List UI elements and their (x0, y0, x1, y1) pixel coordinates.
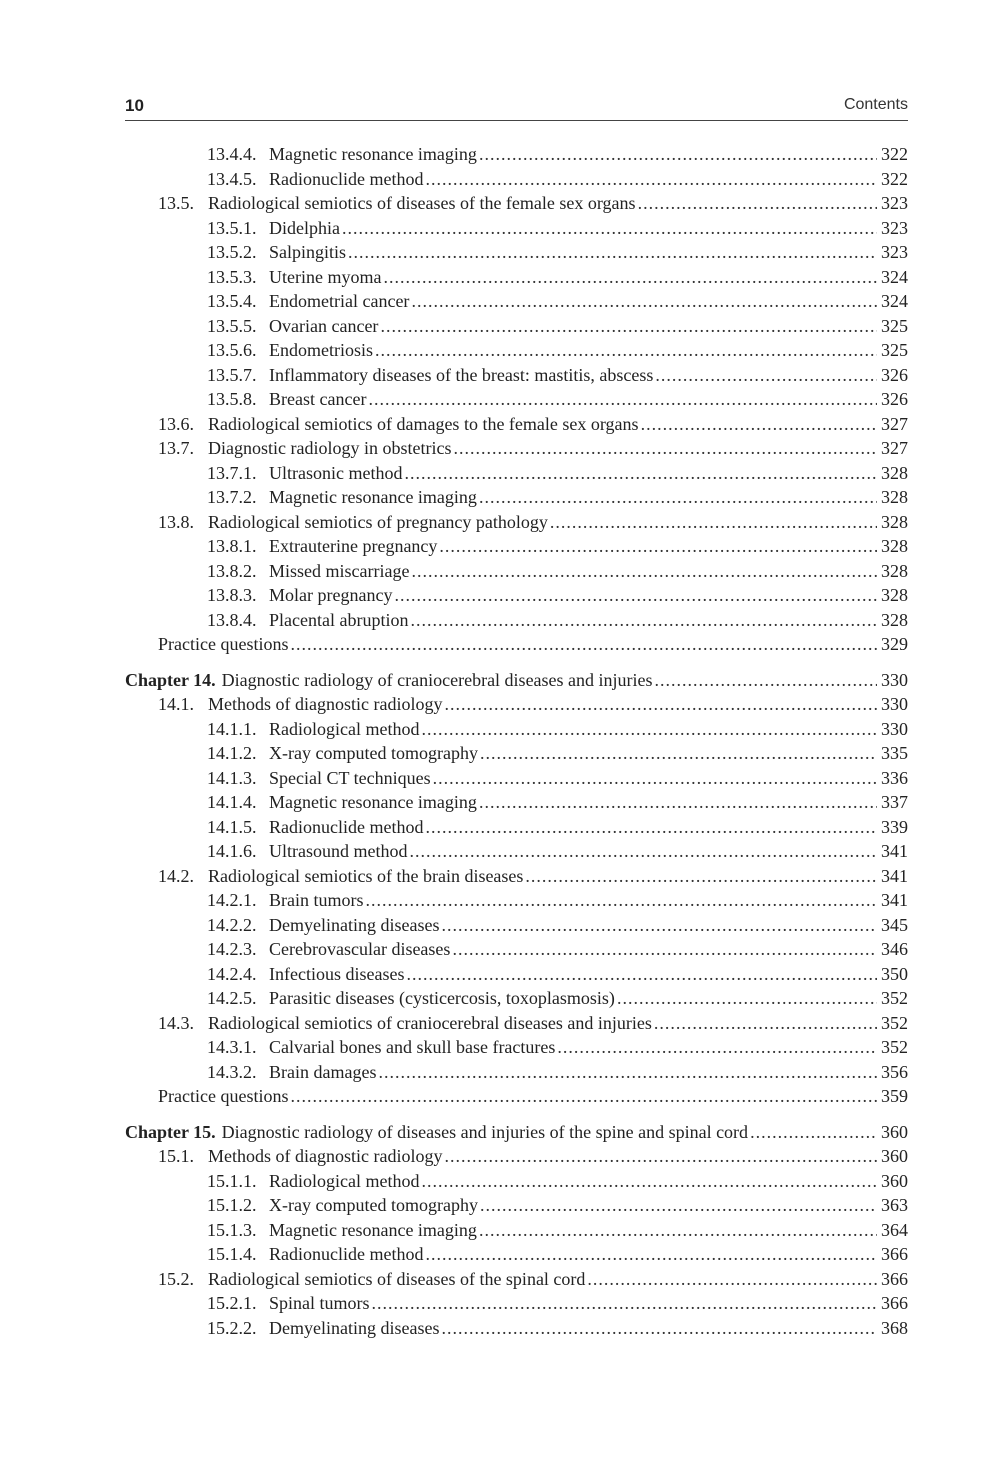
dot-leader (557, 1035, 877, 1060)
dot-leader (479, 485, 877, 510)
dot-leader (425, 1242, 877, 1267)
toc-entry-page: 341 (881, 865, 908, 886)
toc-entry-number: 13.8.3. (207, 585, 257, 605)
toc-entry[interactable] (125, 913, 908, 938)
toc-entry-number: 14.2. (158, 865, 194, 886)
toc-entry-page: 341 (881, 890, 908, 910)
toc-entry[interactable] (125, 1316, 908, 1341)
toc-entry[interactable] (125, 937, 908, 962)
dot-leader (525, 864, 877, 889)
toc-entry-page: 324 (881, 266, 908, 287)
toc-entry[interactable] (125, 741, 908, 766)
toc-entry-page: 360 (881, 1146, 908, 1166)
toc-entry[interactable] (125, 265, 908, 290)
toc-entry-title: Diagnostic radiology in obstetrics (208, 438, 452, 458)
toc-entry[interactable] (125, 839, 908, 864)
toc-entry-number: 13.8. (158, 511, 194, 532)
toc-entry-title: Diagnostic radiology of diseases and injuries of the spine and spinal cord (221, 1121, 749, 1142)
toc-entry-number: 14.1.5. (207, 816, 257, 837)
dot-leader (421, 717, 877, 742)
dot-leader (368, 387, 877, 412)
toc-entry-number: 13.5.3. (207, 266, 257, 287)
toc-entry-title: Molar pregnancy (269, 585, 393, 605)
toc-entry-page: 330 (881, 694, 908, 714)
running-title: Contents (843, 96, 908, 113)
page-number: 10 (125, 96, 144, 115)
toc-entry-number: 14.3. (158, 1012, 194, 1033)
toc-entry-page: 323 (881, 242, 908, 262)
toc-entry[interactable] (125, 167, 908, 192)
table-of-contents (125, 142, 908, 1340)
toc-entry-title: Magnetic resonance imaging (269, 792, 477, 812)
dot-leader (290, 1084, 877, 1109)
toc-entry-page: 336 (881, 767, 908, 788)
toc-entry[interactable] (125, 1218, 908, 1243)
toc-entry-title: Ultrasonic method (269, 462, 403, 483)
toc-entry-title: Placental abruption (269, 609, 409, 630)
toc-entry[interactable] (125, 142, 908, 167)
toc-entry-title: X-ray computed tomography (269, 1195, 478, 1215)
toc-entry-page: 330 (881, 669, 908, 690)
toc-entry-page: 352 (881, 988, 908, 1008)
toc-entry-number: 15.2.2. (207, 1317, 257, 1338)
dot-leader (452, 937, 877, 962)
toc-entry-number: 14.2.4. (207, 963, 257, 984)
toc-entry-page: 346 (881, 939, 908, 959)
toc-entry[interactable] (125, 1169, 908, 1194)
toc-entry-number: 13.5.2. (207, 242, 257, 262)
toc-entry-number: 13.5.6. (207, 340, 257, 360)
toc-entry-number: 13.5.8. (207, 389, 257, 409)
toc-entry-number: 14.2.1. (207, 890, 257, 910)
toc-entry-page: 326 (881, 389, 908, 409)
toc-entry-number: 13.5.7. (207, 364, 257, 385)
toc-entry-title: Magnetic resonance imaging (269, 1219, 477, 1240)
dot-leader (411, 559, 877, 584)
dot-leader (750, 1120, 877, 1145)
toc-entry-page: 363 (881, 1195, 908, 1215)
toc-entry-number: 13.4.4. (207, 144, 257, 164)
toc-entry-number: 13.8.4. (207, 609, 257, 630)
toc-entry[interactable] (125, 338, 908, 363)
toc-entry-title: Radiological semiotics of pregnancy pathology (208, 511, 548, 532)
toc-entry-page: 350 (881, 963, 908, 984)
toc-entry-title: Radiological semiotics of craniocerebral diseases and injuries (208, 1012, 652, 1033)
toc-entry-number: 14.2.5. (207, 988, 257, 1008)
toc-entry-page: 341 (881, 841, 908, 861)
dot-leader (378, 1060, 877, 1085)
toc-entry-page: 328 (881, 560, 908, 581)
dot-leader (654, 1011, 877, 1036)
toc-entry-page: 360 (881, 1170, 908, 1191)
toc-entry-page: 323 (881, 217, 908, 238)
toc-entry[interactable] (125, 986, 908, 1011)
dot-leader (444, 1144, 877, 1169)
toc-entry-title: Demyelinating diseases (269, 1317, 440, 1338)
toc-entry[interactable] (125, 191, 908, 216)
dot-leader (479, 1218, 877, 1243)
dot-leader (421, 1169, 877, 1194)
toc-entry-page: 339 (881, 816, 908, 837)
toc-entry[interactable] (125, 962, 908, 987)
toc-entry-page: 335 (881, 743, 908, 763)
toc-entry[interactable] (125, 412, 908, 437)
toc-entry[interactable] (125, 1291, 908, 1316)
toc-entry-page: 330 (881, 718, 908, 739)
toc-entry-title: Inflammatory diseases of the breast: mastitis, abscess (269, 364, 654, 385)
toc-entry-number: 13.7.1. (207, 462, 257, 483)
toc-entry[interactable] (125, 888, 908, 913)
toc-entry-page: 359 (881, 1086, 908, 1106)
toc-entry[interactable] (125, 1084, 908, 1109)
dot-leader (479, 790, 877, 815)
toc-entry[interactable] (125, 387, 908, 412)
toc-entry-title: Breast cancer (269, 389, 367, 409)
dot-leader (425, 815, 877, 840)
toc-entry[interactable] (125, 1267, 908, 1292)
toc-entry-title: Calvarial bones and skull base fractures (269, 1037, 556, 1057)
dot-leader (453, 436, 877, 461)
toc-entry-title: Radiological semiotics of damages to the female sex organs (208, 413, 639, 434)
toc-entry-title: Didelphia (269, 217, 340, 238)
toc-entry-number: 14.3.2. (207, 1061, 257, 1082)
toc-entry[interactable] (125, 485, 908, 510)
toc-entry-page: 328 (881, 487, 908, 507)
dot-leader (394, 583, 877, 608)
dot-leader (444, 692, 877, 717)
toc-entry-title: Missed miscarriage (269, 560, 410, 581)
toc-entry-page: 356 (881, 1061, 908, 1082)
toc-entry-number: 15.2. (158, 1268, 194, 1289)
toc-entry-title: Ovarian cancer (269, 315, 379, 336)
toc-entry[interactable] (125, 1242, 908, 1267)
toc-entry-number: 15.1.1. (207, 1170, 257, 1191)
toc-entry-page: 337 (881, 792, 908, 812)
toc-entry-title: Endometrial cancer (269, 291, 410, 311)
toc-entry-number: Chapter 15. (125, 1121, 216, 1142)
toc-entry-title: Brain tumors (269, 890, 364, 910)
toc-entry-number: 13.6. (158, 413, 194, 434)
toc-entry-title: Radiological method (269, 1170, 420, 1191)
toc-entry-title: Spinal tumors (269, 1293, 370, 1313)
toc-entry[interactable] (125, 559, 908, 584)
dot-leader (441, 1316, 877, 1341)
toc-entry-title: Cerebrovascular diseases (269, 939, 451, 959)
toc-entry-title: Uterine myoma (269, 266, 382, 287)
toc-entry-number: 14.1.6. (207, 841, 257, 861)
dot-leader (617, 986, 877, 1011)
toc-entry-title: X-ray computed tomography (269, 743, 478, 763)
toc-entry-number: 14.3.1. (207, 1037, 257, 1057)
toc-entry-page: 327 (881, 438, 908, 458)
toc-entry[interactable] (125, 815, 908, 840)
toc-entry-page: 366 (881, 1244, 908, 1264)
toc-entry[interactable] (125, 717, 908, 742)
toc-entry-page: 345 (881, 914, 908, 935)
toc-entry[interactable] (125, 510, 908, 535)
toc-entry-title: Infectious diseases (269, 963, 405, 984)
toc-entry-number: 13.5.1. (207, 217, 257, 238)
toc-entry-number: Chapter 14. (125, 669, 216, 690)
dot-leader (380, 314, 877, 339)
toc-entry[interactable] (125, 289, 908, 314)
toc-entry-page: 328 (881, 585, 908, 605)
toc-entry[interactable] (125, 583, 908, 608)
dot-leader (404, 461, 877, 486)
toc-entry[interactable] (125, 864, 908, 889)
dot-leader (433, 766, 877, 791)
dot-leader (439, 534, 877, 559)
dot-leader (425, 167, 877, 192)
toc-entry-title: Extrauterine pregnancy (269, 536, 438, 556)
toc-entry-title: Ultrasound method (269, 841, 408, 861)
toc-entry[interactable] (125, 1011, 908, 1036)
toc-entry-number: 15.1. (158, 1146, 194, 1166)
toc-entry-number: 13.5.4. (207, 291, 257, 311)
toc-entry-page: 329 (881, 634, 908, 654)
dot-leader (366, 888, 878, 913)
toc-entry-number: 13.5.5. (207, 315, 257, 336)
dot-leader (638, 191, 877, 216)
toc-entry-title: Radiological semiotics of diseases of the female sex organs (208, 193, 636, 213)
toc-entry[interactable] (125, 534, 908, 559)
toc-entry-page: 323 (881, 193, 908, 213)
toc-entry-title: Methods of diagnostic radiology (208, 694, 443, 714)
toc-entry-page: 325 (881, 315, 908, 336)
toc-entry-page: 364 (881, 1219, 908, 1240)
toc-entry-number: 13.7.2. (207, 487, 257, 507)
toc-entry-page: 324 (881, 291, 908, 311)
toc-entry[interactable] (125, 790, 908, 815)
toc-entry-page: 328 (881, 462, 908, 483)
toc-entry[interactable] (125, 632, 908, 657)
dot-leader (587, 1267, 877, 1292)
toc-entry-number: 14.1.1. (207, 718, 257, 739)
toc-entry-title: Demyelinating diseases (269, 914, 440, 935)
toc-entry-number: 15.2.1. (207, 1293, 257, 1313)
toc-entry-number: 13.5. (158, 193, 194, 213)
toc-chapter-entry[interactable] (125, 668, 908, 693)
dot-leader (406, 962, 877, 987)
toc-entry-title: Methods of diagnostic radiology (208, 1146, 443, 1166)
toc-entry-number: 15.1.3. (207, 1219, 257, 1240)
toc-entry-title: Brain damages (269, 1061, 377, 1082)
toc-entry[interactable] (125, 216, 908, 241)
toc-entry-number: 13.8.1. (207, 536, 257, 556)
dot-leader (441, 913, 877, 938)
toc-entry-page: 352 (881, 1037, 908, 1057)
toc-entry-title: Radionuclide method (269, 816, 424, 837)
toc-entry-page: 368 (881, 1317, 908, 1338)
dot-leader (480, 741, 877, 766)
toc-entry[interactable] (125, 436, 908, 461)
toc-entry-number: 15.1.2. (207, 1195, 257, 1215)
toc-entry-page: 325 (881, 340, 908, 360)
toc-entry-title: Practice questions (158, 634, 289, 654)
dot-leader (410, 608, 877, 633)
toc-entry-page: 328 (881, 609, 908, 630)
dot-leader (480, 1193, 877, 1218)
toc-entry-number: 13.4.5. (207, 168, 257, 189)
toc-entry[interactable] (125, 314, 908, 339)
toc-entry[interactable] (125, 1060, 908, 1085)
toc-entry-page: 366 (881, 1268, 908, 1289)
dot-leader (383, 265, 877, 290)
toc-entry-page: 366 (881, 1293, 908, 1313)
dot-leader (655, 668, 877, 693)
toc-entry[interactable] (125, 692, 908, 717)
dot-leader (290, 632, 877, 657)
toc-entry-page: 328 (881, 511, 908, 532)
toc-entry-title: Practice questions (158, 1086, 289, 1106)
toc-entry-number: 15.1.4. (207, 1244, 257, 1264)
toc-entry-number: 14.2.3. (207, 939, 257, 959)
toc-entry-title: Radiological semiotics of diseases of the spinal cord (208, 1268, 586, 1289)
dot-leader (655, 363, 877, 388)
toc-entry-number: 13.8.2. (207, 560, 257, 581)
dot-leader (411, 289, 877, 314)
toc-entry-page: 322 (881, 144, 908, 164)
page-header (125, 94, 908, 121)
dot-leader (372, 1291, 877, 1316)
toc-entry-number: 14.1.4. (207, 792, 257, 812)
dot-leader (375, 338, 877, 363)
toc-entry-page: 328 (881, 536, 908, 556)
toc-entry-title: Radiological method (269, 718, 420, 739)
toc-entry[interactable] (125, 608, 908, 633)
dot-leader (550, 510, 877, 535)
toc-chapter-entry[interactable] (125, 1120, 908, 1145)
toc-entry[interactable] (125, 766, 908, 791)
toc-entry[interactable] (125, 1035, 908, 1060)
dot-leader (641, 412, 877, 437)
toc-entry-number: 14.2.2. (207, 914, 257, 935)
toc-entry[interactable] (125, 1144, 908, 1169)
toc-entry-page: 327 (881, 413, 908, 434)
toc-entry-page: 360 (881, 1121, 908, 1142)
toc-entry-title: Special CT techniques (269, 767, 431, 788)
toc-entry-number: 13.7. (158, 438, 194, 458)
dot-leader (348, 240, 877, 265)
toc-entry-title: Salpingitis (269, 242, 347, 262)
toc-entry-number: 14.1. (158, 694, 194, 714)
toc-entry-title: Radiological semiotics of the brain diseases (208, 865, 524, 886)
toc-entry-number: 14.1.3. (207, 767, 257, 788)
toc-entry[interactable] (125, 461, 908, 486)
toc-entry[interactable] (125, 363, 908, 388)
toc-entry-number: 14.1.2. (207, 743, 257, 763)
dot-leader (342, 216, 877, 241)
toc-entry-page: 352 (881, 1012, 908, 1033)
toc-entry-page: 322 (881, 168, 908, 189)
dot-leader (409, 839, 877, 864)
toc-entry-title: Endometriosis (269, 340, 373, 360)
dot-leader (479, 142, 877, 167)
toc-entry[interactable] (125, 240, 908, 265)
toc-entry[interactable] (125, 1193, 908, 1218)
toc-entry-title: Radionuclide method (269, 1244, 424, 1264)
toc-entry-title: Radionuclide method (269, 168, 424, 189)
toc-entry-title: Parasitic diseases (cysticercosis, toxoplasmosis) (269, 988, 615, 1008)
toc-entry-page: 326 (881, 364, 908, 385)
toc-entry-title: Magnetic resonance imaging (269, 487, 477, 507)
toc-entry-title: Diagnostic radiology of craniocerebral diseases and injuries (221, 669, 653, 690)
toc-entry-title: Magnetic resonance imaging (269, 144, 477, 164)
